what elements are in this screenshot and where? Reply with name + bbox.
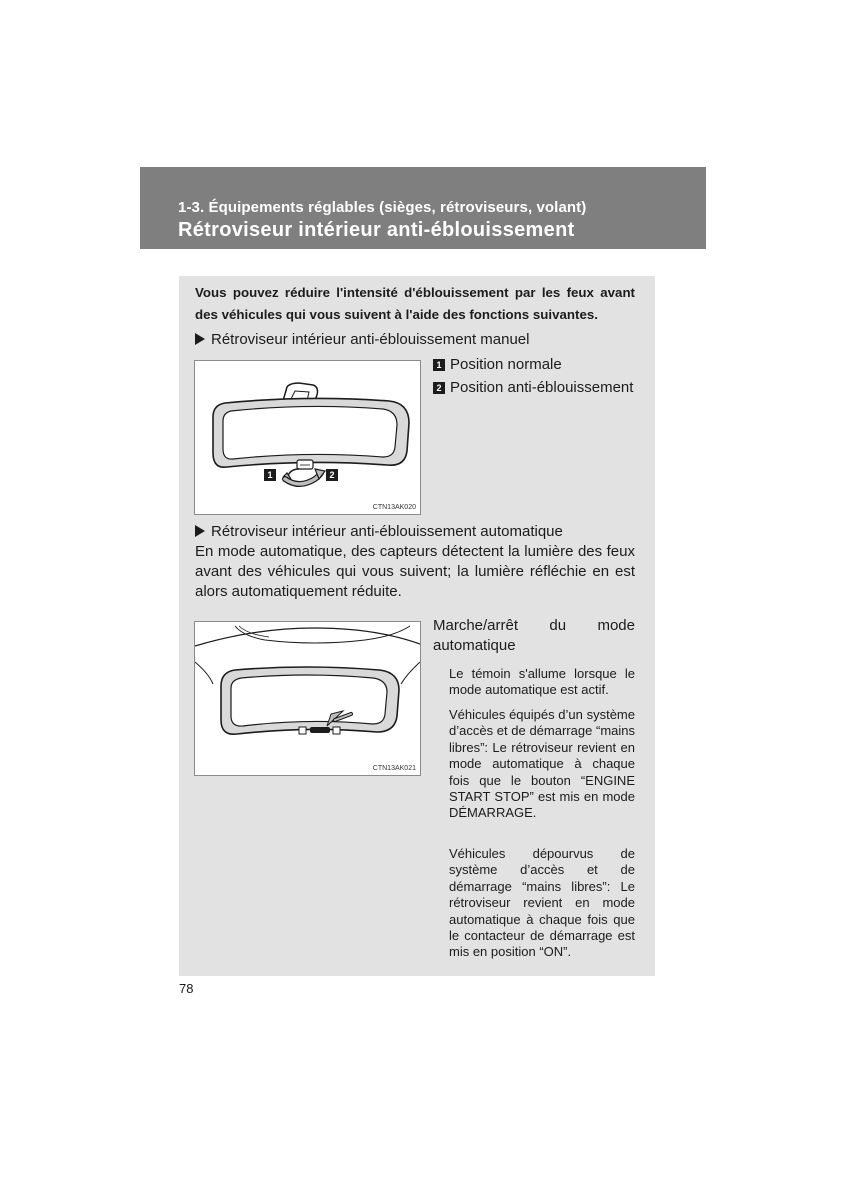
chapter-header [140, 167, 706, 249]
callout-2: 2 [326, 469, 338, 481]
note-smart-key: Véhicules équipés d’un système d’accès et de démarrage “mains libres”: Le rétroviseur revient en mode automatique à chaque fois que le bouton “ENGINE START STOP” est mis en mode DÉMARRAGE. [449, 707, 635, 821]
auto-toggle-title-text: Marche/arrêt du mode automatique [433, 617, 635, 654]
intro-text: Vous pouvez réduire l'intensité d'éblouissement par les feux avant des véhicules qui vous suivent à l'aide des fonctions suivantes. [195, 285, 635, 322]
auto-toggle-title [433, 616, 635, 656]
auto-mirror-heading-text: Rétroviseur intérieur anti-éblouissement automatique [211, 523, 563, 540]
triangle-bullet-icon [195, 525, 205, 537]
note-no-smart-key: Véhicules dépourvus de système d’accès et de démarrage “mains libres”: Le rétroviseur revient en mode automatique à chaque fois que le contacteur de démarrage est mis en position “ON”. [449, 846, 635, 960]
auto-mirror-description: En mode automatique, des capteurs détectent la lumière des feux avant des véhicules qui vous suivent; la lumière réfléchie en est alors automatiquement réduite. [195, 543, 635, 600]
auto-mirror-figure [194, 621, 421, 776]
content-panel [179, 276, 655, 976]
figure-code: CTN13AK021 [372, 765, 416, 772]
manual-mirror-illustration [195, 361, 420, 514]
page-number: 78 [179, 981, 194, 996]
legend-number: 1 [433, 359, 445, 371]
legend-item-anti-glare [433, 378, 633, 398]
note-indicator: Le témoin s'allume lorsque le mode automatique est actif. [449, 666, 635, 698]
manual-mirror-heading [195, 330, 530, 350]
auto-mirror-illustration [195, 622, 420, 775]
legend-item-normal [433, 355, 562, 375]
callout-1: 1 [264, 469, 276, 481]
manual-mirror-figure [194, 360, 421, 515]
section-label: 1-3. Équipements réglables (sièges, rétroviseurs, volant) [178, 199, 587, 216]
triangle-bullet-icon [195, 333, 205, 345]
legend-label: Position normale [450, 356, 562, 373]
figure-code: CTN13AK020 [372, 504, 416, 511]
legend-label: Position anti-éblouissement [450, 379, 634, 396]
legend-number: 2 [433, 382, 445, 394]
manual-mirror-heading-text: Rétroviseur intérieur anti-éblouissement manuel [211, 331, 530, 348]
auto-mirror-heading [195, 522, 563, 542]
page-title: Rétroviseur intérieur anti-éblouissement [178, 219, 575, 241]
